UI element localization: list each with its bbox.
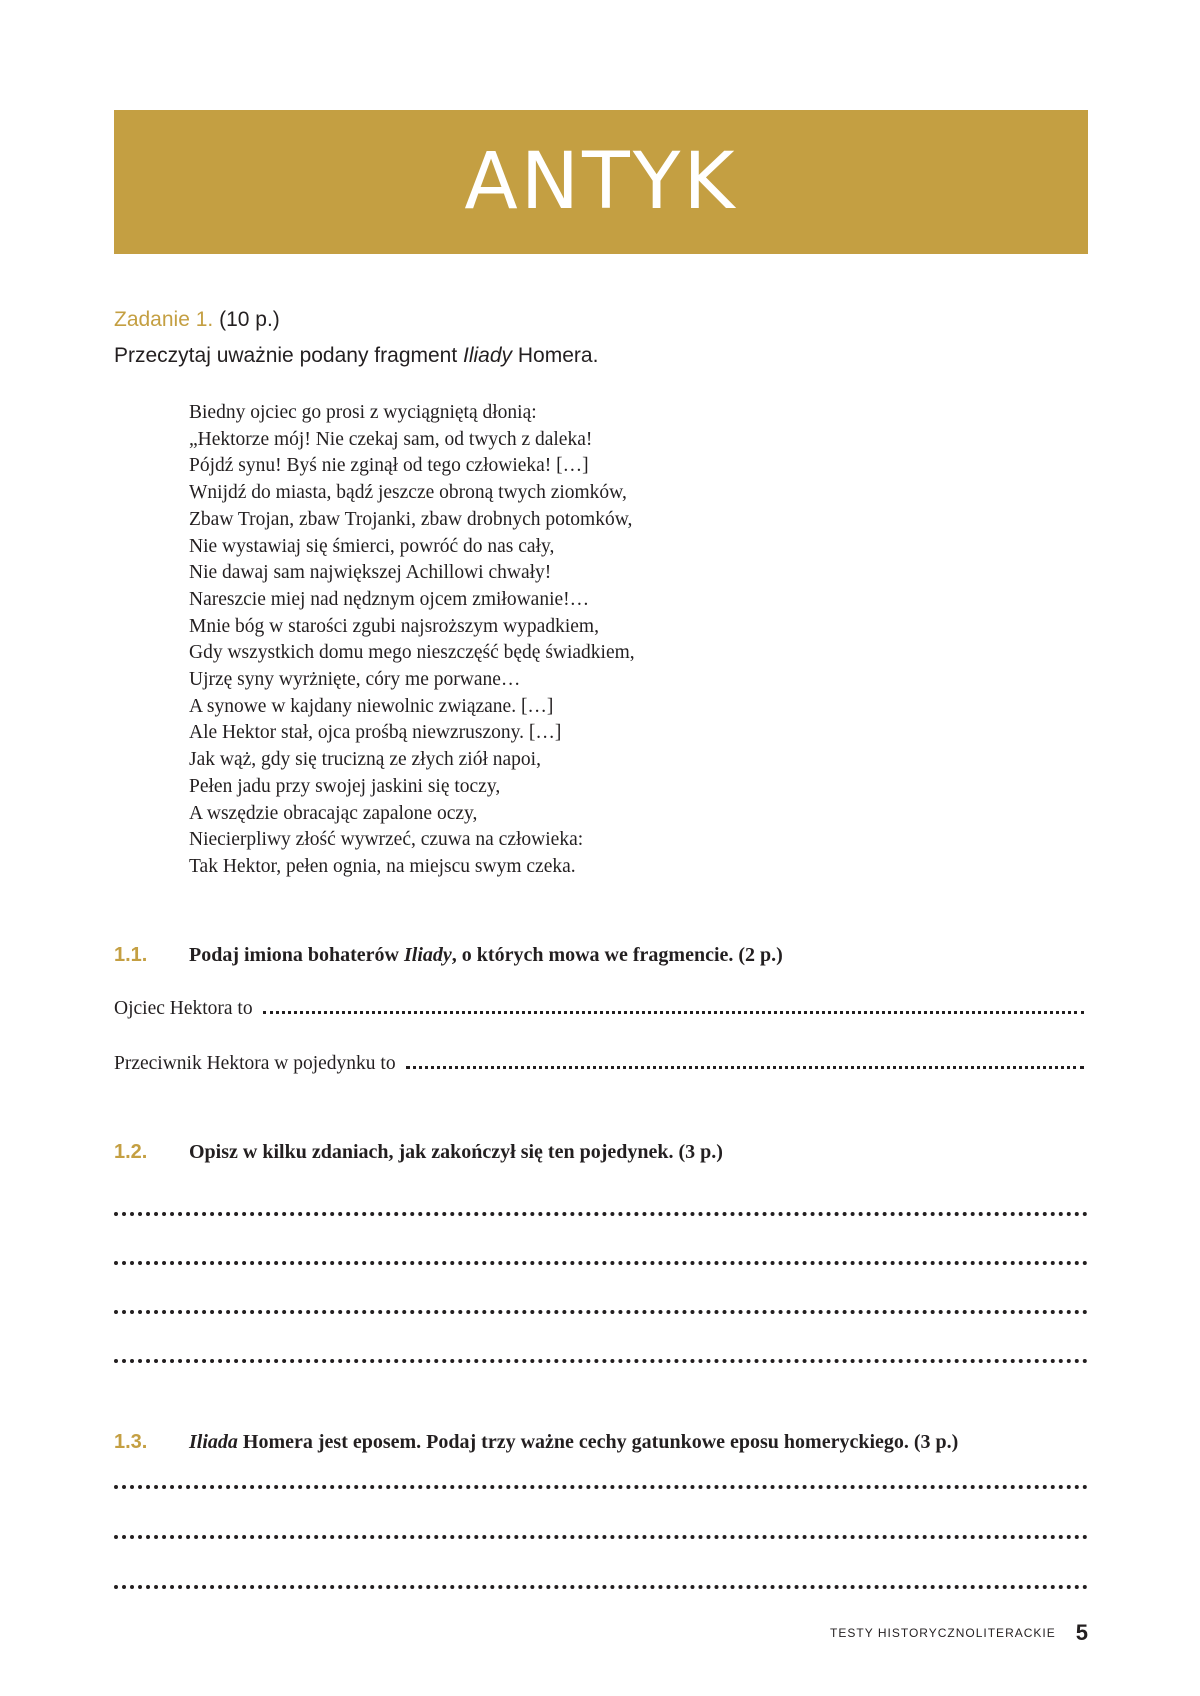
poem-line: „Hektorze mój! Nie czekaj sam, od twych z daleka!: [189, 428, 593, 450]
answer-line[interactable]: [114, 1212, 1088, 1216]
poem-line: Pełen jadu przy swojej jaskini się toczy,: [189, 775, 501, 797]
poem-line: Tak Hektor, pełen ognia, na miejscu swym czeka.: [189, 855, 576, 877]
task-header: [114, 308, 280, 332]
poem-line: Wnijdź do miasta, bądź jeszcze obroną twych ziomków,: [189, 482, 627, 504]
poem-line: Niecierpliwy złość wywrzeć, czuwa na człowieka:: [189, 829, 584, 851]
answer-field-father[interactable]: [114, 998, 1084, 1020]
poem-line: Jak wąż, gdy się trucizną ze złych ziół napoi,: [189, 749, 541, 771]
work-title: Iliady: [463, 344, 513, 367]
series-title: TESTY HISTORYCZNOLITERACKIE: [830, 1626, 1056, 1640]
task-points: (10 p.): [219, 308, 280, 331]
question-1-1: 1.1. Podaj imiona bohaterów Iliady, o których mowa we fragmencie. (2 p.): [114, 944, 783, 966]
poem-line: Nareszcie miej nad nędznym ojcem zmiłowanie!…: [189, 588, 590, 610]
answer-line[interactable]: [114, 1585, 1088, 1589]
chapter-title: ANTYK: [464, 137, 738, 227]
poem-line: Nie wystawiaj się śmierci, powróć do nas cały,: [189, 535, 555, 557]
chapter-banner: [114, 110, 1088, 254]
poem-line: A synowe w kajdany niewolnic związane. […]: [189, 695, 554, 717]
answer-line[interactable]: [114, 1485, 1088, 1489]
question-number: 1.2.: [114, 1141, 148, 1163]
answer-line[interactable]: [114, 1359, 1088, 1363]
field-label: Przeciwnik Hektora w pojedynku to: [114, 1053, 396, 1074]
poem-line: Ujrzę syny wyrżnięte, córy me porwane…: [189, 669, 521, 691]
poem-line: Biedny ojciec go prosi z wyciągniętą dłonią:: [189, 402, 537, 423]
answer-field-opponent[interactable]: [114, 1053, 1084, 1075]
task-label: Zadanie 1.: [114, 308, 214, 331]
task-instruction: Przeczytaj uważnie podany fragment Iliady Homera.: [114, 344, 599, 367]
dotted-line: [406, 1066, 1084, 1069]
question-1-3: 1.3. Iliada Homera jest eposem. Podaj trzy ważne cechy gatunkowe eposu homeryckiego. (3 p.): [114, 1431, 959, 1453]
poem-line: A wszędzie obracając zapalone oczy,: [189, 802, 478, 824]
page-footer: [830, 1620, 1088, 1646]
poem-line: Gdy wszystkich domu mego nieszczęść będę świadkiem,: [189, 642, 635, 664]
field-label: Ojciec Hektora to: [114, 998, 253, 1019]
dotted-line: [263, 1011, 1084, 1014]
poem-line: Ale Hektor stał, ojca prośbą niewzruszony. […]: [189, 722, 562, 744]
poem-excerpt: [189, 400, 635, 881]
answer-line[interactable]: [114, 1261, 1088, 1265]
poem-line: Mnie bóg w starości zgubi najsroższym wypadkiem,: [189, 615, 599, 637]
answer-line[interactable]: [114, 1535, 1088, 1539]
poem-line: Zbaw Trojan, zbaw Trojanki, zbaw drobnych potomków,: [189, 508, 633, 530]
page-number: 5: [1075, 1620, 1088, 1645]
answer-line[interactable]: [114, 1310, 1088, 1314]
question-number: 1.1.: [114, 944, 148, 966]
poem-line: Pójdź synu! Byś nie zginął od tego człowieka! […]: [189, 455, 589, 477]
question-number: 1.3.: [114, 1431, 148, 1453]
question-1-2: 1.2. Opisz w kilku zdaniach, jak zakończył się ten pojedynek. (3 p.): [114, 1141, 723, 1163]
poem-line: Nie dawaj sam największej Achillowi chwały!: [189, 562, 552, 584]
